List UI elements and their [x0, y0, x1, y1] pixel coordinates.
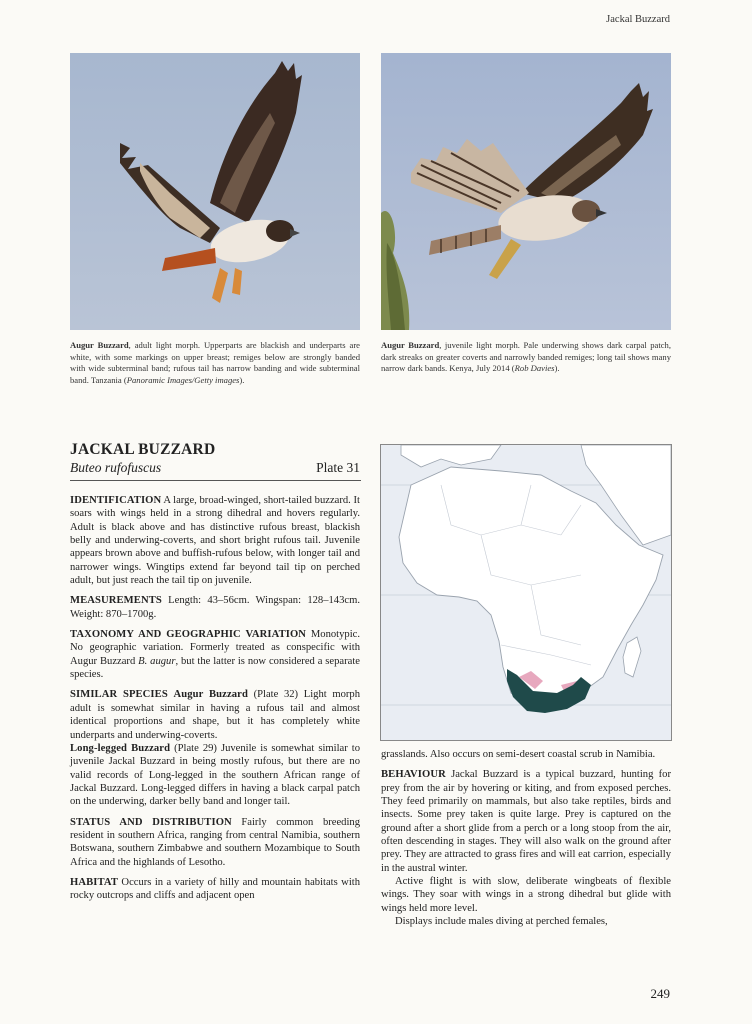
- behaviour-paragraph: BEHAVIOUR Jackal Buzzard is a typical buzzard, hunting for prey from the air by hovering or kiting, and from exposed perches. They feed primarily on mammals, but also take reptiles, birds and insects. Some prey taken is quite large. Prey is captured on the ground after a short glide from a perch or a long stoop from the air, often descending in stages. They will also walk on the ground after prey. They are attracted to grass fires and will eat carrion, especially in the austral winter.: [381, 769, 671, 874]
- habitat-paragraph: HABITAT Occurs in a variety of hilly and mountain habitats with rocky outcrops and cliffs and adjacent open: [70, 876, 360, 902]
- status-paragraph: STATUS AND DISTRIBUTION Fairly common breeding resident in southern Africa, ranging from central Namibia, southern Botswana, southern Zimbabwe and southern Mozambique to South Africa and the highlands of Lesotho.: [70, 816, 361, 868]
- measurements-paragraph: MEASUREMENTS Length: 43–56cm. Wingspan: 128–143cm. Weight: 870–1700g.: [70, 595, 360, 620]
- scientific-name: Buteo rufofuscus: [70, 460, 162, 475]
- left-column: [70, 494, 360, 910]
- behaviour-display-paragraph: Displays include males diving at perched females,: [395, 916, 608, 928]
- right-column: [381, 748, 671, 928]
- page-number: 249: [650, 986, 670, 1001]
- running-head: Jackal Buzzard: [606, 14, 670, 25]
- photo-augur-buzzard-juvenile: [381, 53, 671, 330]
- heading-rule: [70, 480, 361, 481]
- range-map: [380, 444, 672, 741]
- identification-paragraph: IDENTIFICATION A large, broad-winged, short-tailed buzzard. It soars with wings held in a strong dihedral and hovers regularly. Adult is black above and has distinctive rufous breast, blackish belly and underwing-coverts, and short bright rufous tail. Juvenile appears brown above and buffish-rufous below, with longer tail and narrower wings. Wingtips extend far beyond tail tip on perched adult, but just reach the tail tip on juvenile.: [70, 495, 360, 587]
- photo-caption-1: Augur Buzzard, adult light morph. Upperparts are blackish and underparts are white, with some markings on upper breast; remiges below are strongly banded with wide subterminal band; rufous tail has narrow banding and wide subterminal band. Tanzania (Panoramic Images/Getty images).: [70, 340, 360, 385]
- behaviour-flight-paragraph: Active flight is with slow, deliberate wingbeats of flexible wings. They soar with wings in a strong dihedral but glide with wings held more level.: [381, 876, 671, 914]
- plate-reference: Plate 31: [316, 460, 360, 475]
- photo-caption-2: Augur Buzzard, juvenile light morph. Pale underwing shows dark carpal patch, dark streaks on greater coverts and narrowly banded remiges; long tail shows many narrow dark bands. Kenya, July 2014 (Rob Davies).: [381, 340, 671, 374]
- taxonomy-paragraph: TAXONOMY AND GEOGRAPHIC VARIATION Monotypic. No geographic variation. Formerly treated as conspecific with Augur Buzzard B. augur, but the latter is now considered a separate species.: [70, 629, 361, 681]
- similar-species-longlegged: Long-legged Buzzard (Plate 29) Juvenile is somewhat similar to juvenile Jackal Buzzard in being mostly rufous, but there are no valid records of Long-legged in the southern African range of Jackal Buzzard. Long-legged differs in having a black carpal patch on the underwing, darker belly band and longer tail.: [70, 742, 360, 808]
- photo-augur-buzzard-adult: [70, 53, 360, 330]
- habitat-continued: grasslands. Also occurs on semi-desert coastal scrub in Namibia.: [381, 749, 656, 760]
- species-name: JACKAL BUZZARD: [70, 441, 216, 458]
- similar-species-paragraph: SIMILAR SPECIES Augur Buzzard (Plate 32) Light morph adult is somewhat similar in having a rufous tail and almost identical proportions and shape, but it has completely white underparts and underwing-coverts.: [70, 689, 360, 741]
